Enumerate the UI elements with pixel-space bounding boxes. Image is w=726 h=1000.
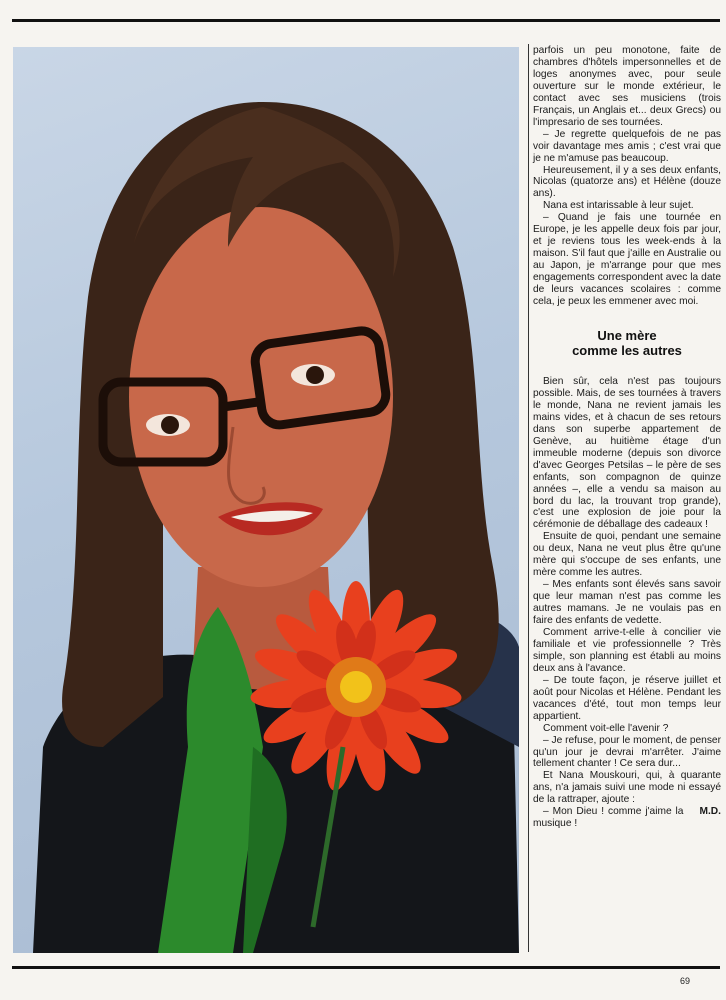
article-paragraph: – Mes enfants sont élevés sans savoir que leur maman n'est pas comme les autres mamans. Je ne voulais pas en faire des enfants de vedette.	[533, 579, 721, 627]
article-paragraph: – Je regrette quelquefois de ne pas voir davantage mes amis ; c'est vrai que je ne m'amuse pas beaucoup.	[533, 128, 721, 164]
article-last-paragraph	[533, 806, 721, 830]
section-heading	[533, 328, 721, 358]
article-paragraph: Comment voit-elle l'avenir ?	[543, 722, 669, 734]
page-number: 69	[680, 976, 691, 986]
article-paragraph: Nana est intarissable à leur sujet.	[543, 200, 694, 212]
article-paragraph: – Je refuse, pour le moment, de penser qu'un jour je devrai m'arrêter. J'aime tellement chanter ! Ce sera dur...	[533, 734, 721, 770]
article-paragraph: – Quand je fais une tournée en Europe, je les appelle deux fois par jour, et je reviens tous les week-ends à la maison. S'il faut que j'aille en Australie ou au Japon, je m'arrange pour que mes engagements correspondent avec la date de leurs vacances scolaires : comme cela, je peux les emmener avec moi.	[533, 212, 721, 308]
portrait-photo	[13, 47, 519, 953]
article-last-text: – Mon Dieu ! comme j'aime la musique !	[533, 806, 684, 830]
column-rule	[528, 44, 529, 952]
article-paragraph: Et Nana Mouskouri, qui, à quarante ans, n'a jamais suivi une mode ni essayé de la rattraper, ajoute :	[533, 770, 721, 806]
top-rule	[12, 19, 720, 22]
section-heading-line: Une mère	[597, 327, 657, 343]
article-paragraph: – De toute façon, je réserve juillet et août pour Nicolas et Hélène. Pendant les vacances d'été, tout mon temps leur appartient.	[533, 674, 721, 722]
article-paragraph: parfois un peu monotone, faite de chambres d'hôtels impersonnelles et de loges anonymes avec, pour seule ouverture sur le monde extérieur, le contact avec ses musiciens (trois Français, un Anglais et... deux Grecs) ou l'impresario de ses tournées.	[533, 45, 721, 128]
author-signature: M.D.	[699, 806, 721, 818]
article-paragraph: Comment arrive-t-elle à concilier vie familiale et vie professionnelle ? Très simple, son planning est établi au moins deux ans à l'avance.	[533, 626, 721, 674]
article-paragraph: Bien sûr, cela n'est pas toujours possible. Mais, de ses tournées à travers le monde, Nana ne revient jamais les mains vides, et à chacun de ses retours dans son superbe appartement de Genève, au huitième étage d'un immeuble moderne (depuis son divorce d'avec Georges Petsilas – le père de ses enfants, son compagnon de quinze années –, elle a vendu sa maison au bord du lac, la trouvant trop grande), c'est une explosion de joie pour la cérémonie de déballage des cadeaux !	[533, 375, 721, 531]
article-column	[533, 45, 721, 830]
bottom-rule	[12, 966, 720, 969]
section-heading-line: comme les autres	[572, 342, 682, 358]
article-paragraph: Ensuite de quoi, pendant une semaine ou deux, Nana ne veut plus être qu'une mère qui s'occupe de ses enfants, une mère comme les autres.	[533, 531, 721, 579]
article-paragraph: Heureusement, il y a ses deux enfants, Nicolas (quatorze ans) et Hélène (douze ans).	[533, 164, 721, 200]
